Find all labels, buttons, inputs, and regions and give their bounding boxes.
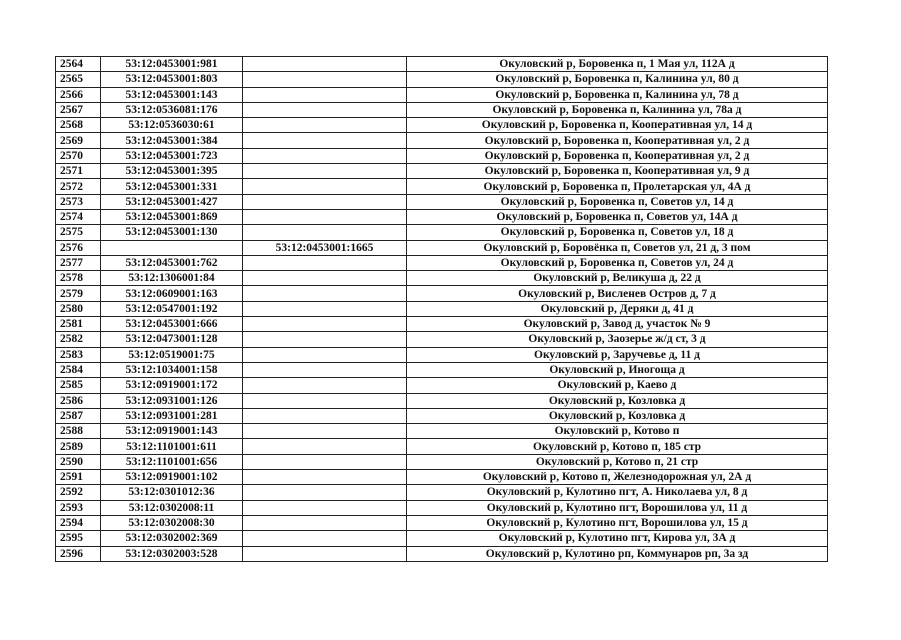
cadastral-number-cell: 53:12:0453001:666 (101, 317, 243, 332)
cadastral-number-cell: 53:12:0919001:143 (101, 424, 243, 439)
address-cell: Окуловский р, Иногоща д (407, 362, 828, 377)
address-cell: Окуловский р, Боровенка п, Советов ул, 24 д (407, 255, 828, 270)
room-cadastral-number-cell (243, 301, 407, 316)
room-cadastral-number-cell: 53:12:0453001:1665 (243, 240, 407, 255)
address-cell: Окуловский р, Каево д (407, 378, 828, 393)
address-cell: Окуловский р, Кулотино рп, Коммунаров рп, 3а зд (407, 546, 828, 561)
row-number-cell: 2573 (56, 194, 101, 209)
room-cadastral-number-cell (243, 57, 407, 72)
table-row (56, 301, 828, 316)
cadastral-number-cell: 53:12:0453001:143 (101, 87, 243, 102)
address-cell: Окуловский р, Боровенка п, Кооперативная ул, 2 д (407, 133, 828, 148)
cadastral-number-cell: 53:12:0519001:75 (101, 347, 243, 362)
row-number-cell: 2567 (56, 102, 101, 117)
cadastral-number-cell (101, 240, 243, 255)
row-number-cell: 2596 (56, 546, 101, 561)
cadastral-number-cell: 53:12:0453001:869 (101, 209, 243, 224)
table-row (56, 393, 828, 408)
room-cadastral-number-cell (243, 271, 407, 286)
cadastral-number-cell: 53:12:0453001:331 (101, 179, 243, 194)
row-number-cell: 2593 (56, 500, 101, 515)
address-cell: Окуловский р, Боровенка п, Кооперативная ул, 14 д (407, 118, 828, 133)
cadastral-number-cell: 53:12:0453001:427 (101, 194, 243, 209)
address-cell: Окуловский р, Висленев Остров д, 7 д (407, 286, 828, 301)
row-number-cell: 2595 (56, 531, 101, 546)
cadastral-number-cell: 53:12:0302002:369 (101, 531, 243, 546)
room-cadastral-number-cell (243, 225, 407, 240)
table-row (56, 102, 828, 117)
address-cell: Окуловский р, Боровенка п, Калинина ул, 78а д (407, 102, 828, 117)
row-number-cell: 2579 (56, 286, 101, 301)
cadastral-registry-table (55, 56, 828, 562)
cadastral-number-cell: 53:12:0536030:61 (101, 118, 243, 133)
address-cell: Окуловский р, Великуша д, 22 д (407, 271, 828, 286)
row-number-cell: 2576 (56, 240, 101, 255)
cadastral-number-cell: 53:12:0453001:981 (101, 57, 243, 72)
table-row (56, 378, 828, 393)
table-row (56, 225, 828, 240)
row-number-cell: 2568 (56, 118, 101, 133)
row-number-cell: 2577 (56, 255, 101, 270)
row-number-cell: 2569 (56, 133, 101, 148)
room-cadastral-number-cell (243, 255, 407, 270)
table-row (56, 454, 828, 469)
row-number-cell: 2572 (56, 179, 101, 194)
row-number-cell: 2575 (56, 225, 101, 240)
cadastral-number-cell: 53:12:0301012:36 (101, 485, 243, 500)
table-row (56, 439, 828, 454)
table-row (56, 347, 828, 362)
cadastral-number-cell: 53:12:1101001:656 (101, 454, 243, 469)
table-row (56, 424, 828, 439)
row-number-cell: 2592 (56, 485, 101, 500)
cadastral-number-cell: 53:12:0931001:281 (101, 408, 243, 423)
table-row (56, 362, 828, 377)
address-cell: Окуловский р, Боровенка п, Кооперативная ул, 9 д (407, 164, 828, 179)
room-cadastral-number-cell (243, 102, 407, 117)
row-number-cell: 2589 (56, 439, 101, 454)
table-row (56, 72, 828, 87)
row-number-cell: 2571 (56, 164, 101, 179)
room-cadastral-number-cell (243, 194, 407, 209)
address-cell: Окуловский р, Кулотино пгт, А. Николаева ул, 8 д (407, 485, 828, 500)
table-row (56, 470, 828, 485)
address-cell: Окуловский р, Боровенка п, Кооперативная ул, 2 д (407, 148, 828, 163)
row-number-cell: 2586 (56, 393, 101, 408)
address-cell: Окуловский р, Кулотино пгт, Кирова ул, 3А д (407, 531, 828, 546)
cadastral-number-cell: 53:12:1101001:611 (101, 439, 243, 454)
table-row (56, 546, 828, 561)
table-row (56, 87, 828, 102)
cadastral-number-cell: 53:12:1034001:158 (101, 362, 243, 377)
address-cell: Окуловский р, Боровенка п, Калинина ул, 78 д (407, 87, 828, 102)
row-number-cell: 2564 (56, 57, 101, 72)
room-cadastral-number-cell (243, 286, 407, 301)
address-cell: Окуловский р, Козловка д (407, 408, 828, 423)
room-cadastral-number-cell (243, 531, 407, 546)
room-cadastral-number-cell (243, 72, 407, 87)
room-cadastral-number-cell (243, 317, 407, 332)
row-number-cell: 2591 (56, 470, 101, 485)
address-cell: Окуловский р, Боровенка п, Советов ул, 14 д (407, 194, 828, 209)
address-cell: Окуловский р, Боровенка п, Калинина ул, 80 д (407, 72, 828, 87)
table-row (56, 118, 828, 133)
room-cadastral-number-cell (243, 148, 407, 163)
room-cadastral-number-cell (243, 209, 407, 224)
row-number-cell: 2590 (56, 454, 101, 469)
address-cell: Окуловский р, Боровенка п, 1 Мая ул, 112А д (407, 57, 828, 72)
row-number-cell: 2574 (56, 209, 101, 224)
cadastral-number-cell: 53:12:0536081:176 (101, 102, 243, 117)
address-cell: Окуловский р, Котово п, Железнодорожная ул, 2А д (407, 470, 828, 485)
cadastral-number-cell: 53:12:0453001:803 (101, 72, 243, 87)
address-cell: Окуловский р, Боровенка п, Советов ул, 14А д (407, 209, 828, 224)
row-number-cell: 2570 (56, 148, 101, 163)
address-cell: Окуловский р, Завод д, участок № 9 (407, 317, 828, 332)
address-cell: Окуловский р, Боровенка п, Пролетарская ул, 4А д (407, 179, 828, 194)
room-cadastral-number-cell (243, 500, 407, 515)
table-row (56, 179, 828, 194)
address-cell: Окуловский р, Боровенка п, Советов ул, 18 д (407, 225, 828, 240)
room-cadastral-number-cell (243, 485, 407, 500)
room-cadastral-number-cell (243, 133, 407, 148)
room-cadastral-number-cell (243, 515, 407, 530)
cadastral-number-cell: 53:12:0302008:11 (101, 500, 243, 515)
cadastral-number-cell: 53:12:0302003:528 (101, 546, 243, 561)
row-number-cell: 2594 (56, 515, 101, 530)
cadastral-number-cell: 53:12:1306001:84 (101, 271, 243, 286)
cadastral-number-cell: 53:12:0302008:30 (101, 515, 243, 530)
room-cadastral-number-cell (243, 439, 407, 454)
cadastral-number-cell: 53:12:0919001:102 (101, 470, 243, 485)
cadastral-number-cell: 53:12:0453001:723 (101, 148, 243, 163)
row-number-cell: 2584 (56, 362, 101, 377)
table-row (56, 317, 828, 332)
cadastral-number-cell: 53:12:0609001:163 (101, 286, 243, 301)
table-row (56, 531, 828, 546)
room-cadastral-number-cell (243, 378, 407, 393)
address-cell: Окуловский р, Заозерье ж/д ст, 3 д (407, 332, 828, 347)
room-cadastral-number-cell (243, 332, 407, 347)
cadastral-number-cell: 53:12:0547001:192 (101, 301, 243, 316)
row-number-cell: 2585 (56, 378, 101, 393)
address-cell: Окуловский р, Кулотино пгт, Ворошилова ул, 11 д (407, 500, 828, 515)
address-cell: Окуловский р, Козловка д (407, 393, 828, 408)
cadastral-number-cell: 53:12:0473001:128 (101, 332, 243, 347)
cadastral-number-cell: 53:12:0931001:126 (101, 393, 243, 408)
table-row (56, 286, 828, 301)
row-number-cell: 2566 (56, 87, 101, 102)
row-number-cell: 2583 (56, 347, 101, 362)
row-number-cell: 2581 (56, 317, 101, 332)
table-row (56, 271, 828, 286)
table-row (56, 194, 828, 209)
table-row (56, 209, 828, 224)
cadastral-number-cell: 53:12:0453001:384 (101, 133, 243, 148)
table-row (56, 133, 828, 148)
row-number-cell: 2587 (56, 408, 101, 423)
table-row (56, 255, 828, 270)
address-cell: Окуловский р, Котово п (407, 424, 828, 439)
row-number-cell: 2588 (56, 424, 101, 439)
room-cadastral-number-cell (243, 470, 407, 485)
room-cadastral-number-cell (243, 393, 407, 408)
table-row (56, 332, 828, 347)
address-cell: Окуловский р, Кулотино пгт, Ворошилова ул, 15 д (407, 515, 828, 530)
row-number-cell: 2582 (56, 332, 101, 347)
address-cell: Окуловский р, Котово п, 185 стр (407, 439, 828, 454)
room-cadastral-number-cell (243, 87, 407, 102)
row-number-cell: 2578 (56, 271, 101, 286)
cadastral-number-cell: 53:12:0453001:130 (101, 225, 243, 240)
room-cadastral-number-cell (243, 347, 407, 362)
row-number-cell: 2580 (56, 301, 101, 316)
room-cadastral-number-cell (243, 454, 407, 469)
room-cadastral-number-cell (243, 424, 407, 439)
room-cadastral-number-cell (243, 164, 407, 179)
table-row (56, 57, 828, 72)
address-cell: Окуловский р, Заручевье д, 11 д (407, 347, 828, 362)
cadastral-number-cell: 53:12:0919001:172 (101, 378, 243, 393)
room-cadastral-number-cell (243, 362, 407, 377)
table-row (56, 408, 828, 423)
table-row (56, 515, 828, 530)
table-row (56, 500, 828, 515)
table-body (56, 57, 828, 562)
table-row (56, 148, 828, 163)
cadastral-number-cell: 53:12:0453001:395 (101, 164, 243, 179)
address-cell: Окуловский р, Котово п, 21 стр (407, 454, 828, 469)
room-cadastral-number-cell (243, 408, 407, 423)
row-number-cell: 2565 (56, 72, 101, 87)
room-cadastral-number-cell (243, 546, 407, 561)
table-row (56, 164, 828, 179)
address-cell: Окуловский р, Деряки д, 41 д (407, 301, 828, 316)
address-cell: Окуловский р, Боровёнка п, Советов ул, 21 д, 3 пом (407, 240, 828, 255)
room-cadastral-number-cell (243, 179, 407, 194)
room-cadastral-number-cell (243, 118, 407, 133)
table-row (56, 240, 828, 255)
cadastral-number-cell: 53:12:0453001:762 (101, 255, 243, 270)
table-row (56, 485, 828, 500)
